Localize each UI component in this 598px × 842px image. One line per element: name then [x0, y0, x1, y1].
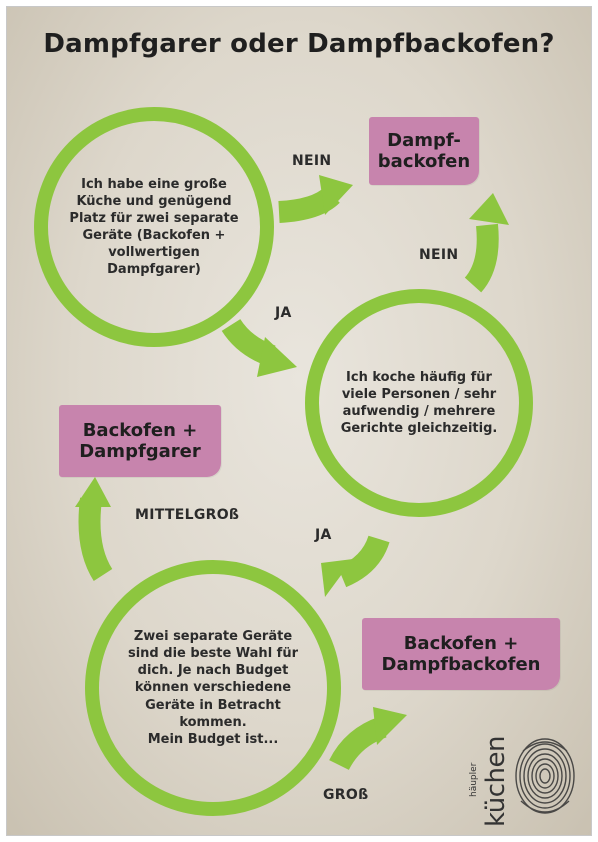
arrowhead-q3-gross	[373, 707, 407, 745]
edge-label-q3-gross: GROß	[323, 787, 369, 803]
logo-large-text: küchen	[481, 736, 511, 827]
logo-small-text: häupler	[469, 762, 479, 797]
question-ring-1	[34, 107, 274, 347]
result-backofen-dampfbackofen	[362, 618, 560, 690]
arrow-q2-nein	[473, 225, 488, 285]
question-1-text: Ich habe eine große Küche und genügend Platz für zwei separate Geräte (Backofen + vollwertigen Dampfgarer)	[69, 176, 239, 278]
question-ring-3	[85, 560, 341, 816]
page-title: Dampfgarer oder Dampfbackofen?	[43, 29, 555, 59]
question-2-text: Ich koche häufig für viele Personen / sehr aufwendig / mehrere Gerichte gleichzeitig.	[340, 369, 498, 437]
infographic-page	[6, 6, 592, 836]
arrow-q3-mittel	[90, 499, 104, 575]
arrowhead-q3-mittel	[75, 477, 111, 507]
edge-label-q1-nein: NEIN	[292, 153, 332, 169]
edge-label-q2-nein: NEIN	[419, 247, 459, 263]
arrow-q2-ja	[342, 539, 379, 577]
question-3-text: Zwei separate Geräte sind die beste Wahl für dich. Je nach Budget können verschiedene Geräte in Betracht kommen. Mein Budget ist...	[127, 628, 298, 747]
result-backofen-dampfbackofen-label: Backofen + Dampfbackofen	[381, 632, 541, 675]
result-backofen-dampfgarer-label: Backofen + Dampfgarer	[79, 419, 201, 462]
fingerprint-icon	[513, 731, 577, 821]
question-ring-2	[305, 289, 533, 517]
result-backofen-dampfgarer	[59, 405, 221, 477]
edge-label-q3-mittelgross: MITTELGROß	[135, 507, 240, 523]
arrowhead-q1-nein	[319, 175, 353, 215]
brand-logo	[469, 727, 579, 827]
edge-label-q2-ja: JA	[315, 527, 332, 543]
result-dampfbackofen-label: Dampf- backofen	[377, 129, 471, 172]
arrowhead-q2-nein	[469, 193, 509, 225]
result-dampfbackofen	[369, 117, 479, 185]
edge-label-q1-ja: JA	[275, 305, 292, 321]
